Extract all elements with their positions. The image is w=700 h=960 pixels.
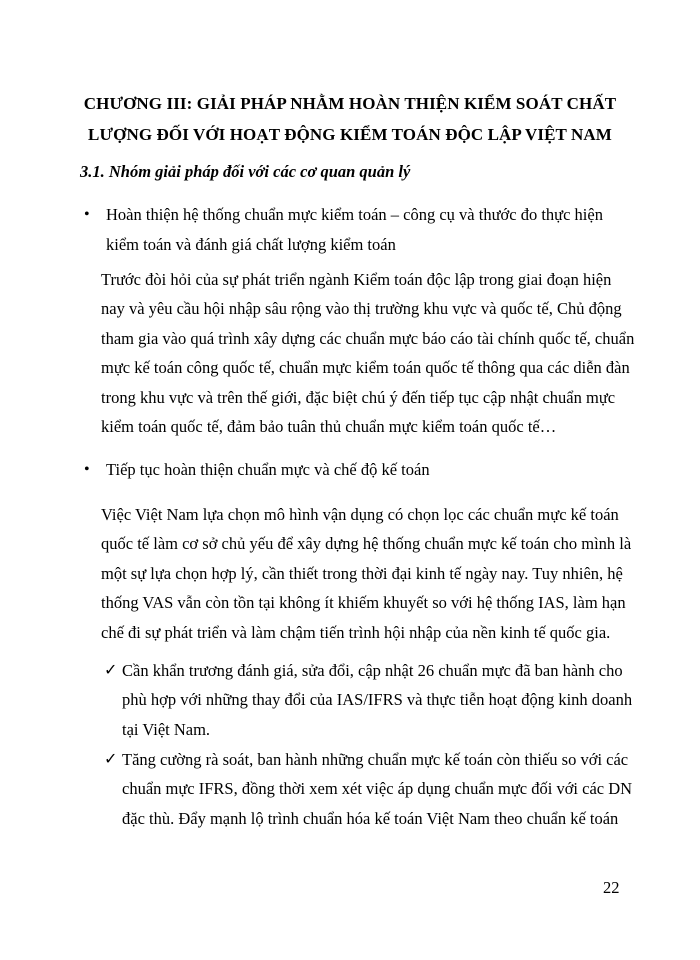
check-line: phù hợp với những thay đổi của IAS/IFRS và thực tiễn hoạt động kinh doanh (122, 690, 633, 710)
check-line: Cần khẩn trương đánh giá, sửa đổi, cập nhật 26 chuẩn mực đã ban hành cho (122, 661, 623, 680)
paragraph-line: chế đi sự phát triển và làm chậm tiến trình hội nhập của nền kinh tế quốc gia. (101, 622, 611, 642)
bullet-line: Hoàn thiện hệ thống chuẩn mực kiểm toán – công cụ và thước đo thực hiện (106, 205, 603, 224)
bullet-item-standards (84, 200, 603, 260)
paragraph-line: thống VAS vẫn còn tồn tại không ít khiếm khuyết so với hệ thống IAS, làm hạn (101, 593, 626, 613)
chapter-title-line-2: LƯỢNG ĐỐI VỚI HOẠT ĐỘNG KIỂM TOÁN ĐỘC LẬP VIỆT NAM (88, 125, 612, 144)
paragraph-vietnam-choice (101, 500, 631, 647)
checkmark-icon: ✓ (104, 662, 118, 679)
page-number: 22 (603, 878, 620, 897)
chapter-title (0, 88, 700, 150)
paragraph-line: một sự lựa chọn hợp lý, cần thiết trong thời đại kinh tế ngày nay. Tuy nhiên, hệ (101, 563, 623, 583)
bullet-icon: • (84, 461, 90, 478)
paragraph-line: mực kế toán công quốc tế, chuẩn mực kiểm toán quốc tế thông qua các diễn đàn (101, 358, 630, 378)
paragraph-line: kiểm toán quốc tế, đảm bảo tuân thủ chuẩn mực kiểm toán quốc tế… (101, 417, 557, 437)
bullet-item-accounting (84, 455, 430, 485)
check-line: đặc thù. Đẩy mạnh lộ trình chuẩn hóa kế toán Việt Nam theo chuẩn kế toán (122, 808, 619, 828)
paragraph-line: nay và yêu cầu hội nhập sâu rộng vào thị trường khu vực và quốc tế, Chủ động (101, 299, 622, 319)
paragraph-line: Việc Việt Nam lựa chọn mô hình vận dụng có chọn lọc các chuẩn mực kế toán (101, 505, 619, 524)
paragraph-line: quốc tế làm cơ sở chủ yếu để xây dựng hệ thống chuẩn mực kế toán cho mình là (101, 534, 632, 554)
check-item-review-standards (104, 745, 632, 833)
check-line: tại Việt Nam. (122, 719, 211, 739)
paragraph-line: Trước đòi hỏi của sự phát triển ngành Kiểm toán độc lập trong giai đoạn hiện (101, 270, 612, 289)
bullet-line: Tiếp tục hoàn thiện chuẩn mực và chế độ kế toán (106, 460, 430, 479)
bullet-icon: • (84, 206, 90, 223)
chapter-title-line-1: CHƯƠNG III: GIẢI PHÁP NHẰM HOÀN THIỆN KIỂM SOÁT CHẤT (83, 94, 617, 113)
paragraph-line: tham gia vào quá trình xây dựng các chuẩn mực báo cáo tài chính quốc tế, chuẩn (101, 328, 635, 348)
check-item-update-standards (104, 656, 632, 744)
checkmark-icon: ✓ (104, 751, 118, 768)
bullet-line: kiểm toán và đánh giá chất lượng kiểm toán (106, 235, 396, 254)
check-line: chuẩn mực IFRS, đồng thời xem xét việc áp dụng chuẩn mực đối với các DN (122, 779, 633, 799)
section-heading: 3.1. Nhóm giải pháp đối với các cơ quan quản lý (80, 162, 411, 181)
paragraph-auditing (101, 265, 634, 441)
paragraph-line: trong khu vực và trên thế giới, đặc biệt chú ý đến tiếp tục cập nhật chuẩn mực (101, 387, 616, 407)
check-line: Tăng cường rà soát, ban hành những chuẩn mực kế toán còn thiếu so với các (122, 750, 629, 769)
